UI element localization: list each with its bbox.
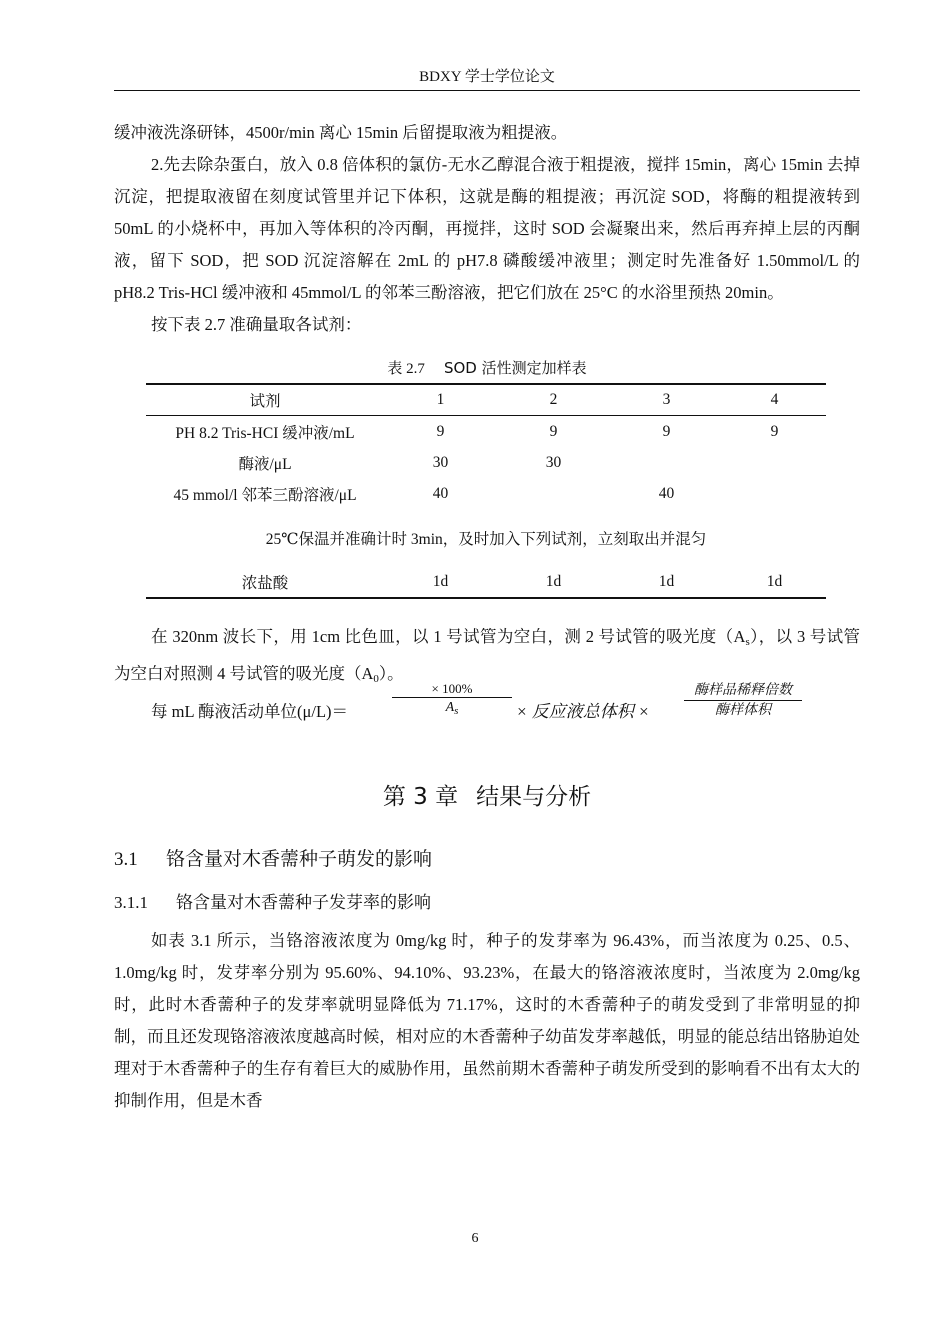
table-cell: 浓盐酸 xyxy=(146,567,384,598)
table-cell: PH 8.2 Tris-HCI 缓冲液/mL xyxy=(175,424,355,442)
paragraph-continuation: 缓冲液洗涤研钵，4500r/min 离心 15min 后留提取液为粗提液。 xyxy=(114,123,568,142)
text-run: ），以 3 号试管为空白对照测 4 号试管的吸光度（A xyxy=(114,627,861,683)
table-cell xyxy=(497,478,610,509)
section-title: 铬含量对木香薷种子萌发的影响 xyxy=(166,848,433,870)
section-heading xyxy=(114,843,860,875)
subsection-title: 铬含量对木香薷种子发芽率的影响 xyxy=(176,893,431,913)
formula-denominator: 酶样体积 xyxy=(715,703,771,718)
table-cell: 30 xyxy=(545,453,562,471)
paragraph-step-2: 2.先去除杂蛋白，放入 0.8 倍体积的氯仿-无水乙醇混合液于粗提液，搅拌 15min，离心 15min 去掉沉淀，把提取液留在刻度试管里并记下体积，这就是酶的粗提液；再沉淀 SOD，将酶的粗提液转到 50mL 的小烧杯中，再加入等体积的冷丙酮，再搅拌，这时 SOD 会凝聚出来，然后再弃掉上层的丙酮液，留下 SOD，把 SOD 沉淀溶解在 2mL 的 pH7.8 磷酸缓冲液里；测定时先准备好 1.50mmol/L 的 pH8.2 Tris-HCl 缓冲液和 45mmol/L 的邻苯三酚溶液，把它们放在 25°C 的水浴里预热 20min。 xyxy=(114,155,860,302)
page-body xyxy=(114,117,860,1117)
formula-middle: × 反应液总体积 × xyxy=(516,702,650,721)
table-header-cell: 4 xyxy=(723,384,826,416)
table-row xyxy=(146,416,826,448)
table-caption-label: 表 2.7 xyxy=(387,361,425,377)
table-header-cell: 1 xyxy=(384,384,497,416)
table-cell xyxy=(723,478,826,509)
table-cell: 9 xyxy=(770,422,779,440)
subsection-heading xyxy=(114,887,860,919)
table-cell: 9 xyxy=(662,422,671,440)
table-header-cell: 2 xyxy=(497,384,610,416)
paragraph-table-intro: 按下表 2.7 准确量取各试剂： xyxy=(151,315,362,334)
activity-formula xyxy=(114,681,860,735)
table-cell: 1d xyxy=(610,567,723,598)
formula-numerator: 酶样品稀释倍数 xyxy=(684,682,802,701)
header-rule xyxy=(114,90,860,91)
formula-symbol: A xyxy=(445,700,455,715)
table-caption xyxy=(114,353,860,383)
table-cell: 1d xyxy=(384,567,497,598)
text-run: 在 320nm 波长下，用 1cm 比色皿，以 1 号试管为空白，测 2 号试管的吸光度（A xyxy=(151,627,746,646)
table-cell: 9 xyxy=(549,422,558,440)
page-number: 6 xyxy=(471,1231,479,1246)
formula-denominator xyxy=(392,698,512,721)
table-header-row xyxy=(146,384,826,416)
table-cell: 45 mmol/l 邻苯三酚溶液/μL xyxy=(173,486,357,504)
subscript: 0 xyxy=(373,673,379,685)
table-row xyxy=(146,478,826,509)
table-header-cell: 试剂 xyxy=(146,384,384,416)
table-caption-title: SOD 活性测定加样表 xyxy=(443,359,587,377)
table-cell: 1d xyxy=(497,567,610,598)
table-cell xyxy=(723,447,826,478)
table-cell: 40 xyxy=(658,484,675,502)
table-note: 25℃保温并准确计时 3min，及时加入下列试剂，立刻取出并混匀 xyxy=(265,531,707,548)
subscript: s xyxy=(454,705,459,717)
table-header-cell: 3 xyxy=(610,384,723,416)
subsection-number: 3.1.1 xyxy=(114,893,148,912)
table-cell: 9 xyxy=(436,422,445,440)
formula-numerator: × 100% xyxy=(392,681,512,698)
chapter-title: 结果与分析 xyxy=(476,784,592,810)
sod-assay-table xyxy=(146,383,826,599)
chapter-heading xyxy=(114,777,860,817)
table-cell xyxy=(610,447,723,478)
formula-fraction-2 xyxy=(684,682,802,721)
table-cell: 30 xyxy=(432,453,449,471)
formula-fraction-1 xyxy=(392,681,512,721)
paragraph-results: 如表 3.1 所示，当铬溶液浓度为 0mg/kg 时，种子的发芽率为 96.43%，而当浓度为 0.25、0.5、1.0mg/kg 时，发芽率分别为 95.60%、94.10%、93.23%，在最大的铬溶液浓度时，当浓度为 2.0mg/kg 时，此时木香薷种子的发芽率就明显降低为 71.17%，这时的木香薷种子的萌发受到了非常明显的抑制，而且还发现铬溶液浓度越高时候，相对应的木香薷种子幼苗发芽率越低，明显的能总结出铬胁迫处理对于木香薷种子的生存有着巨大的威胁作用，虽然前期木香薷种子萌发所受到的影响看不出有太大的抑制作用，但是木香 xyxy=(114,931,860,1110)
table-row xyxy=(146,567,826,598)
subscript: s xyxy=(745,636,750,648)
formula-lhs: 每 mL 酶液活动单位(μ/L)＝ xyxy=(151,702,349,721)
table-note-row xyxy=(146,509,826,567)
table-cell: 40 xyxy=(432,484,449,502)
table-cell: 1d xyxy=(723,567,826,598)
running-header: BDXY 学士学位论文 xyxy=(419,69,555,85)
chapter-number: 第 3 章 xyxy=(382,784,459,810)
section-number: 3.1 xyxy=(114,849,138,870)
text-run: ）。 xyxy=(378,664,404,683)
table-cell: 酶液/μL xyxy=(238,455,292,473)
table-row xyxy=(146,447,826,478)
